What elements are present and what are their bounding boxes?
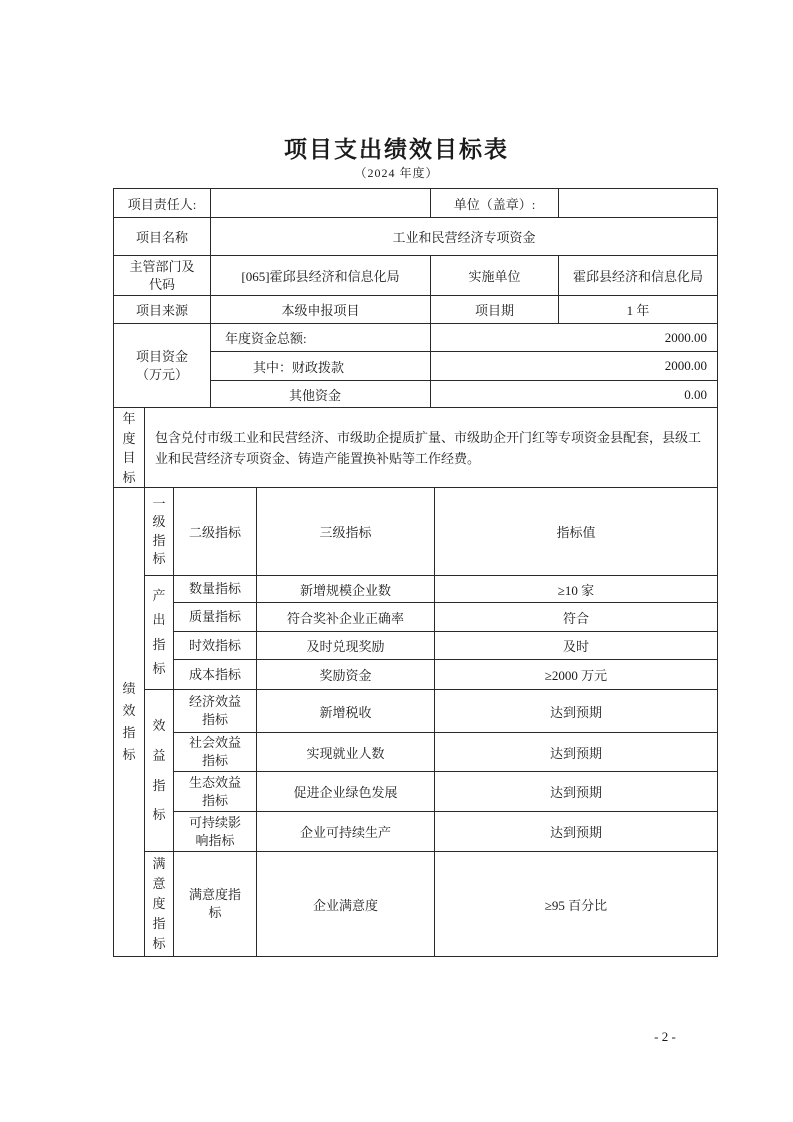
level2-label: 社会效益指标 (174, 733, 257, 772)
level3-header: 三级指标 (257, 488, 435, 576)
page-subtitle: （2024 年度） (354, 166, 439, 180)
indicator-row (114, 660, 718, 690)
level3-label: 企业可持续生产 (257, 812, 435, 852)
source-value: 本级申报项目 (211, 296, 431, 324)
funds-label-line2: （万元） (135, 367, 188, 382)
value-header: 指标值 (435, 488, 718, 576)
level3-label: 奖励资金 (257, 660, 435, 690)
indicator-value: 及时 (435, 632, 718, 660)
level3-label: 促进企业绿色发展 (257, 772, 435, 812)
annual-goal-table (113, 407, 718, 489)
indicator-value: 达到预期 (435, 772, 718, 812)
level3-label: 及时兑现奖励 (257, 632, 435, 660)
funds-label (114, 324, 211, 409)
dept-label-line1: 主管部门及 (129, 258, 195, 274)
indicator-value: 符合 (435, 603, 718, 632)
table-row (114, 296, 718, 324)
indicator-row (114, 576, 718, 603)
indicator-value: ≥95 百分比 (435, 852, 718, 957)
source-label: 项目来源 (114, 296, 211, 324)
funds-fiscal-label: 其中：财政拨款 (211, 352, 431, 381)
table-row (114, 324, 718, 352)
funds-total-value: 2000.00 (431, 324, 718, 352)
page-number: - 2 - (654, 1029, 676, 1044)
project-name-label: 项目名称 (114, 218, 211, 256)
indicator-row (114, 812, 718, 852)
indicator-row (114, 772, 718, 812)
level2-label: 质量指标 (174, 603, 257, 632)
dept-value: [065]霍邱县经济和信息化局 (211, 256, 431, 296)
dept-label (114, 256, 211, 296)
indicator-value: ≥10 家 (435, 576, 718, 603)
satisfaction-group-label: 满意度指标 (145, 852, 174, 957)
unit-value (559, 189, 718, 218)
unit-label: 单位（盖章）: (431, 189, 559, 218)
project-info-table (113, 188, 718, 409)
period-label: 项目期 (431, 296, 559, 324)
indicator-value: ≥2000 万元 (435, 660, 718, 690)
project-name-value: 工业和民营经济专项资金 (211, 218, 718, 256)
indicator-row (114, 632, 718, 660)
level2-label: 时效指标 (174, 632, 257, 660)
level3-label: 实现就业人数 (257, 733, 435, 772)
indicator-value: 达到预期 (435, 812, 718, 852)
level2-label: 生态效益指标 (174, 772, 257, 812)
indicators-table (113, 487, 718, 957)
impl-unit-value: 霍邱县经济和信息化局 (559, 256, 718, 296)
responsible-label: 项目责任人: (114, 189, 211, 218)
benefit-group-label: 效益指标 (145, 690, 174, 852)
level3-label: 企业满意度 (257, 852, 435, 957)
table-row (114, 218, 718, 256)
page-title: 项目支出绩效目标表 (284, 137, 509, 162)
impl-unit-label: 实施单位 (431, 256, 559, 296)
funds-other-value: 0.00 (431, 381, 718, 409)
level2-label: 数量指标 (174, 576, 257, 603)
level3-label: 新增税收 (257, 690, 435, 733)
period-value: 1 年 (559, 296, 718, 324)
indicators-header-row (114, 488, 718, 576)
funds-label-line1: 项目资金 (135, 349, 188, 365)
level2-label: 成本指标 (174, 660, 257, 690)
level2-label: 可持续影响指标 (174, 812, 257, 852)
funds-other-label: 其他资金 (211, 381, 431, 409)
table-row (114, 189, 718, 218)
table-row (114, 256, 718, 296)
indicator-value: 达到预期 (435, 690, 718, 733)
level3-label: 新增规模企业数 (257, 576, 435, 603)
indicator-row (114, 690, 718, 733)
indicator-row (114, 603, 718, 632)
annual-goal-label: 年度目标 (114, 408, 145, 489)
dept-label-line2: 代码 (148, 276, 175, 292)
performance-indicators-label: 绩效指标 (114, 488, 145, 957)
indicator-value: 达到预期 (435, 733, 718, 772)
table-row (114, 408, 718, 489)
funds-total-label: 年度资金总额: (211, 324, 431, 352)
level2-label: 满意度指标 (174, 852, 257, 957)
funds-fiscal-value: 2000.00 (431, 352, 718, 381)
responsible-value (211, 189, 431, 218)
indicator-row (114, 733, 718, 772)
annual-goal-text: 包含兑付市级工业和民营经济、市级助企提质扩量、市级助企开门红等专项资金县配套，县级工业和民营经济专项资金、铸造产能置换补贴等工作经费。 (145, 408, 718, 489)
level1-header: 一级指标 (145, 488, 174, 576)
level2-label: 经济效益指标 (174, 690, 257, 733)
level3-label: 符合奖补企业正确率 (257, 603, 435, 632)
output-group-label: 产出指标 (145, 576, 174, 690)
level2-header: 二级指标 (174, 488, 257, 576)
indicator-row (114, 852, 718, 957)
